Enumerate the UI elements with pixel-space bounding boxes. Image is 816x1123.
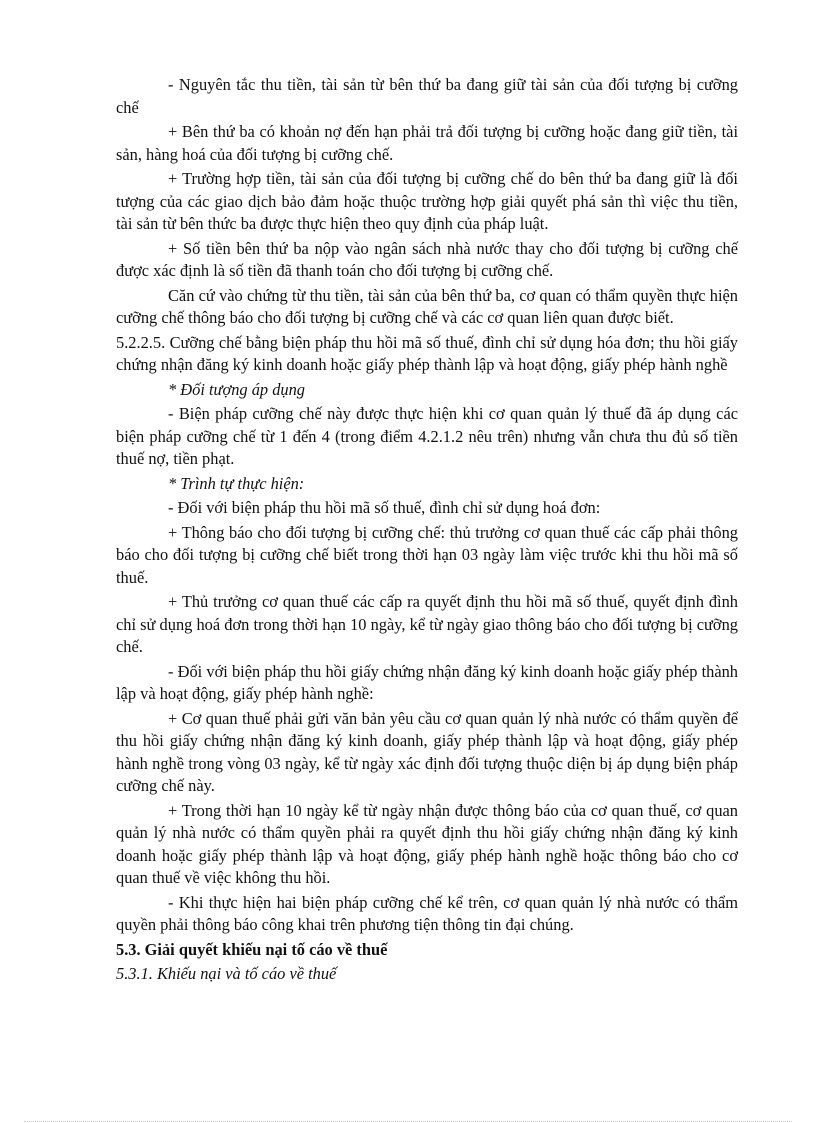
paragraph-license-revocation: - Đối với biện pháp thu hồi giấy chứng nhận đăng ký kinh doanh hoặc giấy phép thành lập và hoạt động, giấy phép hành nghề: <box>116 661 738 703</box>
paragraph-public-announcement: - Khi thực hiện hai biện pháp cưỡng chế kể trên, cơ quan quản lý nhà nước có thẩm quyền phải thông báo công khai trên phương tiện thông tin đại chúng. <box>116 892 738 934</box>
paragraph-authority-decision: + Trong thời hạn 10 ngày kể từ ngày nhận được thông báo của cơ quan thuế, cơ quan quản lý nhà nước có thẩm quyền phải ra quyết định thu hồi giấy chứng nhận đăng ký kinh doanh hoặc giấy phép thành lập và hoạt động, giấy phép hành nghề hoặc thông báo cho cơ quan thuế về việc không thu hồi. <box>116 800 738 887</box>
subheading-procedure: * Trình tự thực hiện: <box>168 473 305 493</box>
paragraph-request-authority: + Cơ quan thuế phải gửi văn bản yêu cầu cơ quan quản lý nhà nước có thẩm quyền để thu hồi giấy chứng nhận đăng ký kinh doanh, giấy phép thành lập và hoạt động, giấy phép hành nghề trong vòng 03 ngày, kể từ ngày xác định đối tượng thuộc diện bị áp dụng biện pháp cưỡng chế này. <box>116 708 738 795</box>
section-heading-5-2-2-5: 5.2.2.5. Cưỡng chế bằng biện pháp thu hồi mã số thuế, đình chỉ sử dụng hóa đơn; thu hồi giấy chứng nhận đăng ký kinh doanh hoặc giấy phép thành lập và hoạt động, giấy phép hành nghề <box>116 332 738 374</box>
subheading-applicable-subjects: * Đối tượng áp dụng <box>168 379 305 399</box>
page-bottom-divider <box>24 1121 792 1122</box>
section-heading-5-3: 5.3. Giải quyết khiếu nại tố cáo về thuế <box>116 939 388 959</box>
paragraph-amount-paid: + Số tiền bên thứ ba nộp vào ngân sách nhà nước thay cho đối tượng bị cưỡng chế được xác định là số tiền đã thanh toán cho đối tượng bị cưỡng chế. <box>116 238 738 280</box>
paragraph-tax-code-revocation: - Đối với biện pháp thu hồi mã số thuế, đình chỉ sử dụng hoá đơn: <box>168 498 601 517</box>
paragraph-secured-transactions: + Trường hợp tiền, tài sản của đối tượng bị cưỡng chế do bên thứ ba đang giữ là đối tượng của các giao dịch bảo đảm hoặc thuộc trường hợp giải quyết phá sản thì việc thu tiền, tài sản từ bên thức ba được thực hiện theo quy định của pháp luật. <box>116 169 738 233</box>
paragraph-decision-deadline: + Thủ trưởng cơ quan thuế các cấp ra quyết định thu hồi mã số thuế, quyết định đình chỉ sử dụng hoá đơn trong thời hạn 10 ngày, kể từ ngày giao thông báo cho đối tượng bị cưỡng chế. <box>116 592 738 656</box>
document-page <box>116 74 738 988</box>
paragraph-notify-subject: + Thông báo cho đối tượng bị cưỡng chế: thủ trưởng cơ quan thuế các cấp phải thông báo cho đối tượng bị cưỡng chế biết trong thời hạn 03 ngày làm việc trước khi thu hồi mã số thuế. <box>116 522 738 587</box>
paragraph-applied-when: - Biện pháp cưỡng chế này được thực hiện khi cơ quan quản lý thuế đã áp dụng các biện pháp cưỡng chế từ 1 đến 4 (trong điểm 4.2.1.2 nêu trên) nhưng vẫn chưa thu đủ số tiền thuế nợ, tiền phạt. <box>116 404 738 468</box>
paragraph-third-party-principle: - Nguyên tắc thu tiền, tài sản từ bên thứ ba đang giữ tài sản của đối tượng bị cưỡng chế <box>116 75 738 117</box>
paragraph-notification: Căn cứ vào chứng từ thu tiền, tài sản của bên thứ ba, cơ quan có thẩm quyền thực hiện cưỡng chế thông báo cho đối tượng bị cưỡng chế và các cơ quan liên quan được biết. <box>116 285 738 327</box>
paragraph-third-party-debt: + Bên thứ ba có khoản nợ đến hạn phải trả đối tượng bị cưỡng hoặc đang giữ tiền, tài sản, hàng hoá của đối tượng bị cưỡng chế. <box>116 122 738 164</box>
section-heading-5-3-1: 5.3.1. Khiếu nại và tố cáo về thuế <box>116 964 337 983</box>
